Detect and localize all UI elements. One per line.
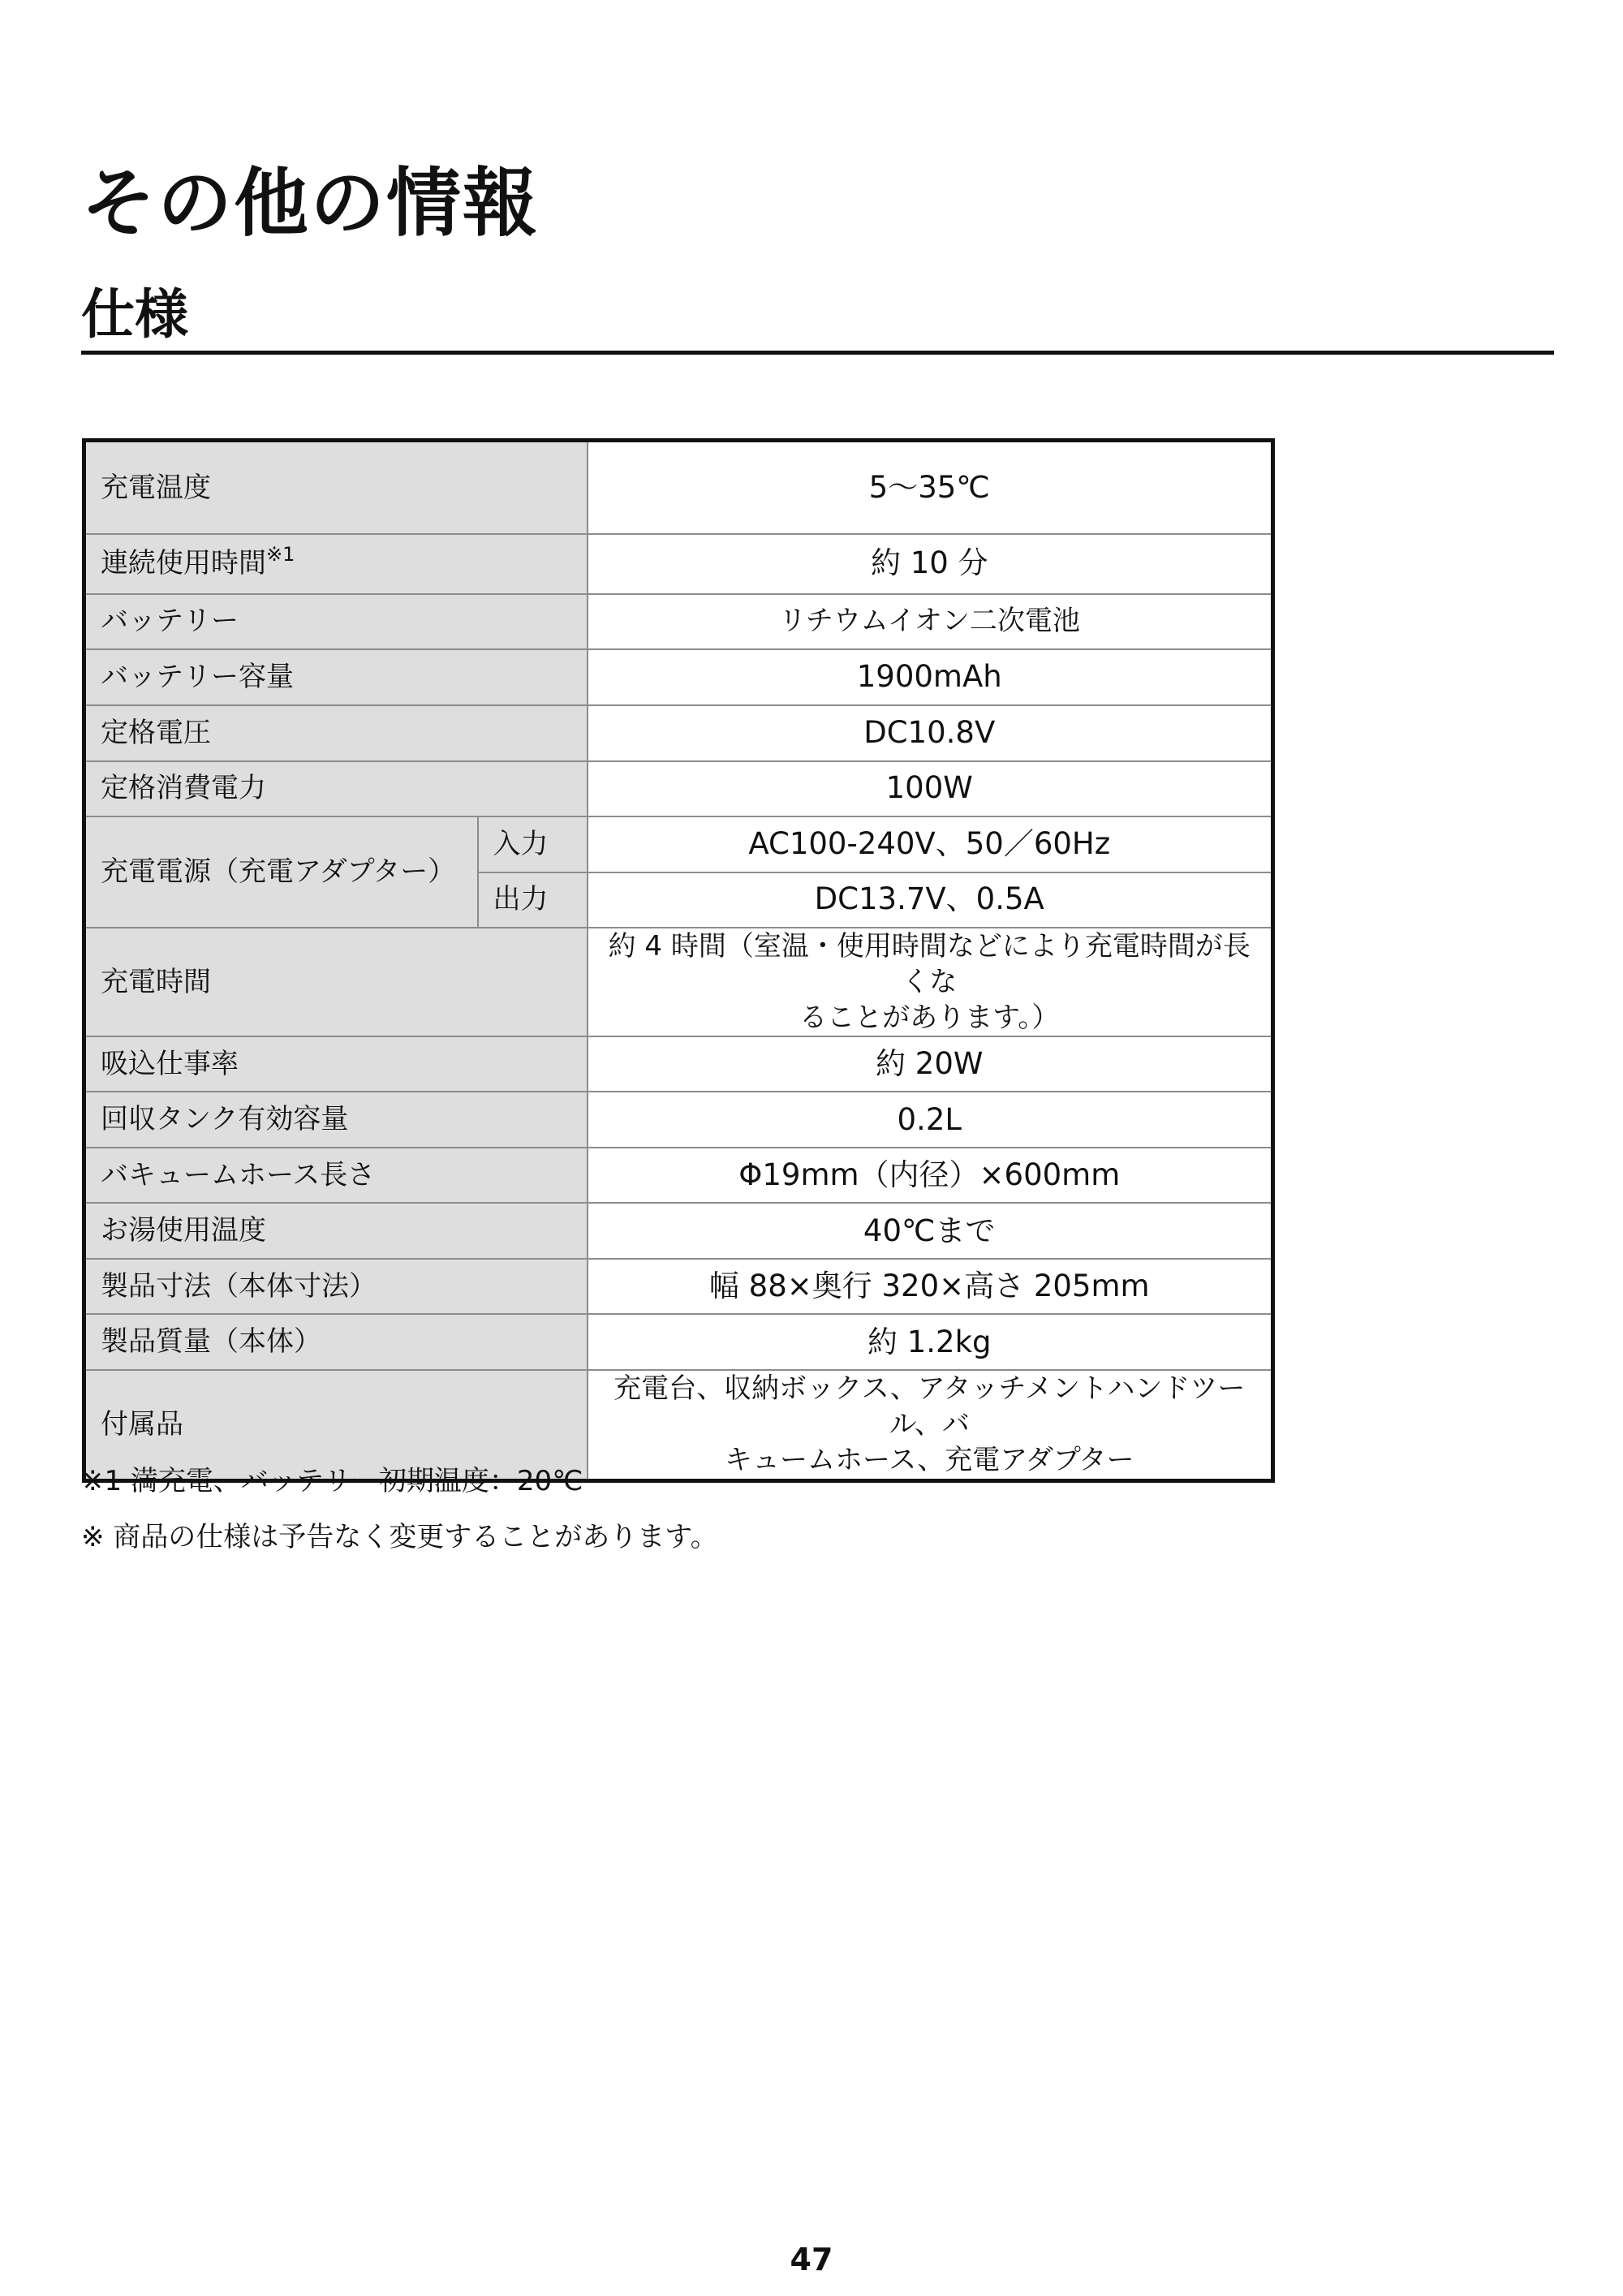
spec-value-output: DC13.7V、0.5A [588, 872, 1273, 928]
spec-value [588, 928, 1273, 1037]
spec-value: 5～35℃ [588, 441, 1273, 534]
spec-label: バッテリー [84, 594, 588, 649]
spec-label: 回収タンク有効容量 [84, 1092, 588, 1148]
spec-label: バッテリー容量 [84, 649, 588, 705]
spec-label: 製品寸法（本体寸法） [84, 1259, 588, 1314]
spec-value: 幅 88×奥行 320×高さ 205mm [588, 1259, 1273, 1314]
spec-value-line: 充電台、収納ボックス、アタッチメントハンドツール、バ [613, 1372, 1246, 1441]
footnote-1: ※1 満充電、バッテリー初期温度：20℃ [81, 1465, 583, 1497]
spec-value: 約 10 分 [588, 534, 1273, 594]
section-divider [81, 351, 1554, 355]
spec-label [84, 534, 588, 594]
spec-value-line: キュームホース、充電アダプター [724, 1444, 1134, 1477]
table-row [84, 705, 1273, 761]
table-row [84, 816, 1273, 872]
page-number: 47 [790, 2242, 833, 2277]
spec-label: 製品質量（本体） [84, 1314, 588, 1370]
spec-value: 約 20W [588, 1036, 1273, 1092]
spec-value-input: AC100-240V、50／60Hz [588, 816, 1273, 872]
table-row [84, 761, 1273, 816]
table-row [84, 1370, 1273, 1480]
spec-label: バキュームホース長さ [84, 1148, 588, 1203]
spec-value-line: ることがあります。） [799, 1001, 1060, 1034]
spec-value: 100W [588, 761, 1273, 816]
spec-value-line: 約 4 時間（室温・使用時間などにより充電時間が長くな [608, 929, 1251, 998]
spec-sublabel-input: 入力 [478, 816, 588, 872]
table-row [84, 594, 1273, 649]
spec-label: 定格消費電力 [84, 761, 588, 816]
spec-value: 約 1.2kg [588, 1314, 1273, 1370]
spec-label: 吸込仕事率 [84, 1036, 588, 1092]
spec-value: リチウムイオン二次電池 [588, 594, 1273, 649]
table-row [84, 649, 1273, 705]
table-row [84, 1314, 1273, 1370]
table-row [84, 1092, 1273, 1148]
spec-label: 付属品 [84, 1370, 588, 1480]
spec-value: 40℃まで [588, 1203, 1273, 1259]
spec-value: 1900mAh [588, 649, 1273, 705]
spec-value: DC10.8V [588, 705, 1273, 761]
spec-value: 0.2L [588, 1092, 1273, 1148]
page-title: その他の情報 [81, 160, 540, 247]
table-row [84, 928, 1273, 1037]
footnote-2: ※ 商品の仕様は予告なく変更することがあります。 [81, 1521, 718, 1553]
table-row [84, 441, 1273, 534]
spec-label: 充電温度 [84, 441, 588, 534]
spec-value [588, 1370, 1273, 1480]
spec-value: Φ19mm（内径）×600mm [588, 1148, 1273, 1203]
table-row [84, 1203, 1273, 1259]
table-row [84, 1036, 1273, 1092]
section-heading: 仕様 [81, 283, 188, 346]
footnote-mark: ※1 [266, 543, 295, 566]
table-row [84, 534, 1273, 594]
table-row [84, 1259, 1273, 1314]
spec-label: 充電電源（充電アダプター） [84, 816, 478, 928]
spec-label-text: 連続使用時間 [101, 547, 266, 580]
spec-label: お湯使用温度 [84, 1203, 588, 1259]
spec-label: 定格電圧 [84, 705, 588, 761]
spec-label: 充電時間 [84, 928, 588, 1037]
spec-sublabel-output: 出力 [478, 872, 588, 928]
spec-table [82, 438, 1275, 1483]
table-row [84, 1148, 1273, 1203]
